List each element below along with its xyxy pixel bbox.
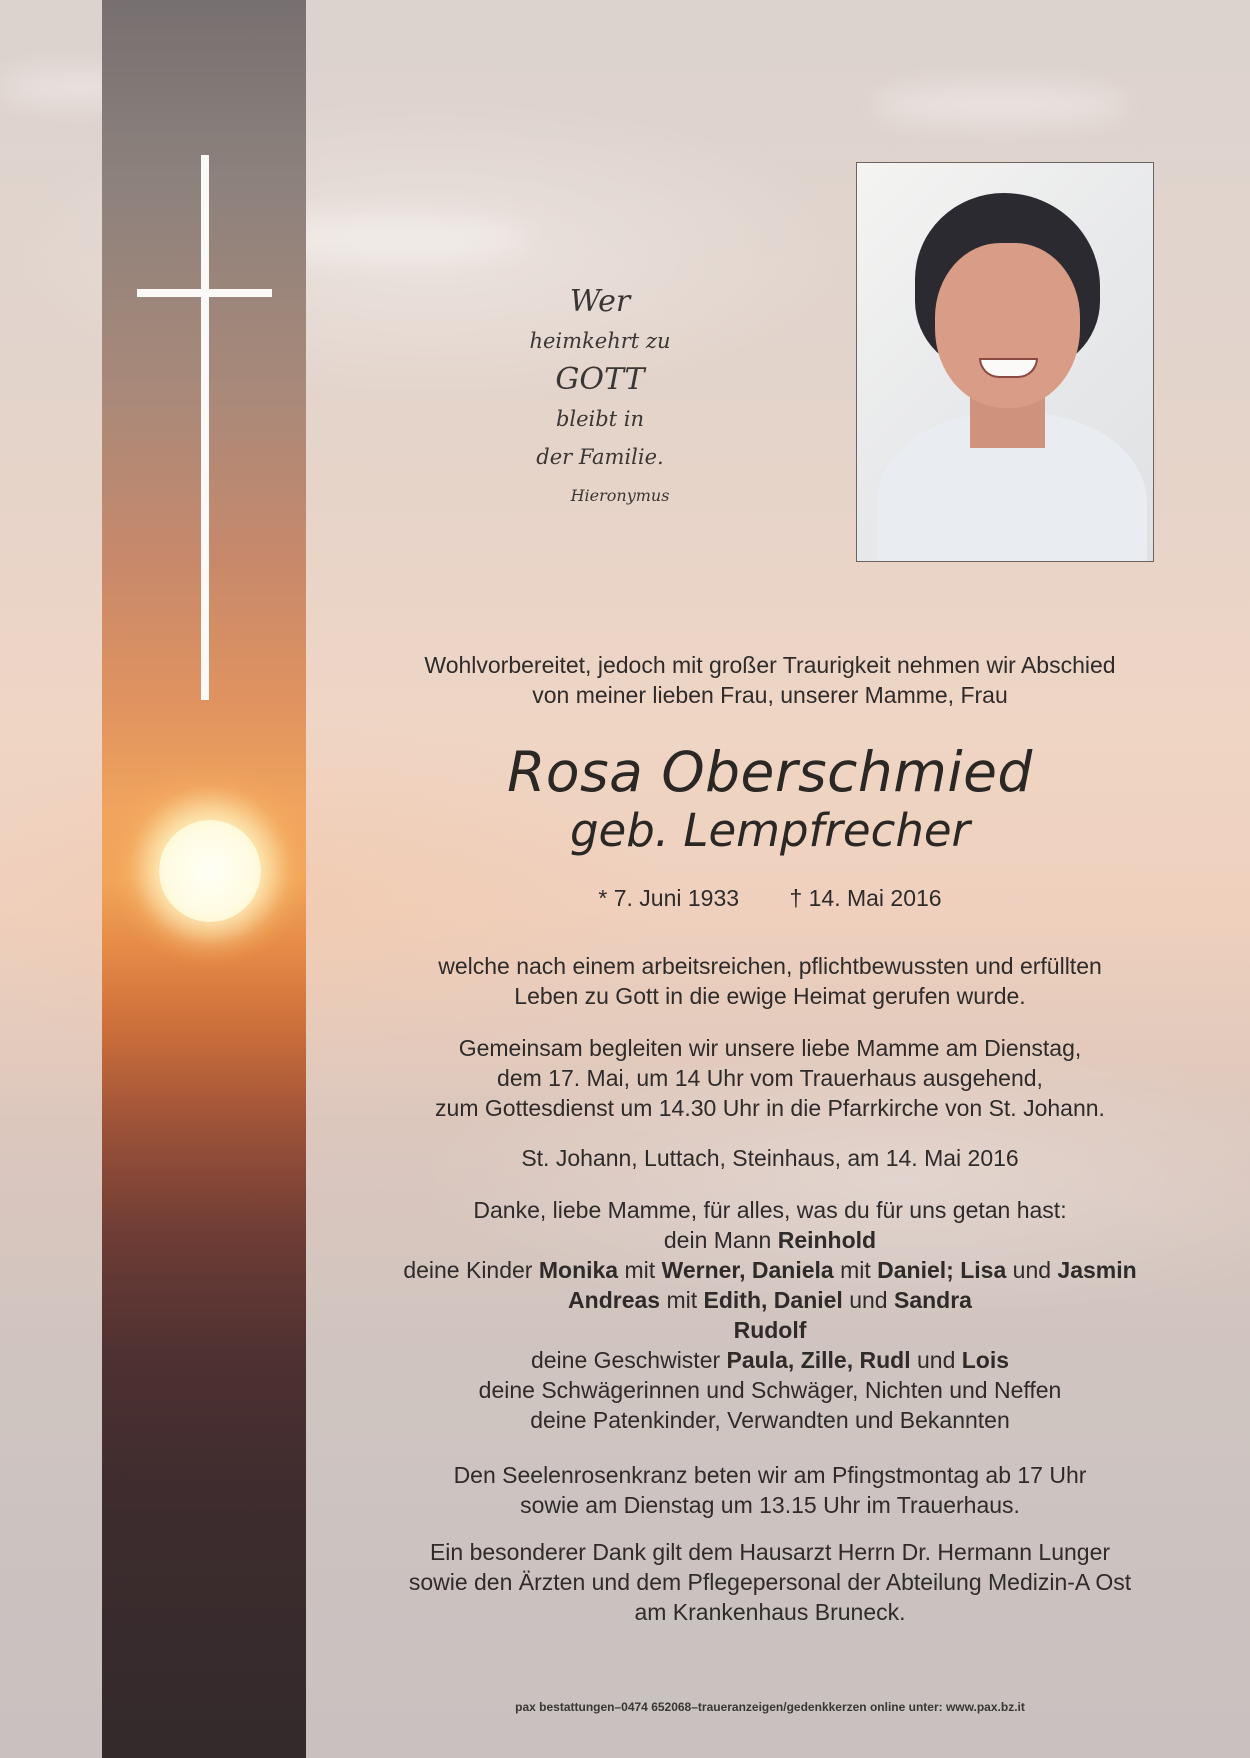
child-name: Rudolf bbox=[733, 1317, 807, 1343]
quote-line: bleibt in bbox=[555, 407, 645, 431]
husband-line bbox=[380, 1225, 1160, 1255]
text: mit bbox=[833, 1257, 878, 1283]
gratitude-line: Ein besonderer Dank gilt dem Hausarzt Herrn Dr. Hermann Lunger bbox=[429, 1539, 1111, 1565]
intro-line: Wohlvorbereitet, jedoch mit großer Traurigkeit nehmen wir Abschied bbox=[424, 652, 1116, 678]
maiden-name: geb. Lempfrecher bbox=[569, 804, 971, 857]
sibling-names: Paula, Zille, Rudl bbox=[726, 1347, 911, 1373]
text: mit bbox=[660, 1287, 704, 1313]
rosary-line: sowie am Dienstag um 13.15 Uhr im Trauerhaus. bbox=[520, 1492, 1020, 1518]
text: deine Geschwister bbox=[530, 1347, 727, 1373]
mourners bbox=[380, 1195, 1160, 1435]
text: mit bbox=[618, 1257, 662, 1283]
family-names: Werner, Daniela bbox=[661, 1257, 834, 1283]
quote-line: GOTT bbox=[555, 362, 645, 397]
quote bbox=[480, 282, 720, 506]
footer: pax bestattungen–0474 652068–traueranzeigen/gedenkkerzen online unter: www.pax.bz.it bbox=[515, 1700, 1025, 1714]
cross-icon bbox=[201, 155, 209, 700]
children-line bbox=[380, 1285, 1160, 1315]
text: deine Kinder bbox=[403, 1257, 539, 1283]
birth-date: * 7. Juni 1933 bbox=[598, 885, 740, 911]
life-text bbox=[380, 951, 1160, 1011]
text: und bbox=[1006, 1257, 1058, 1283]
rosary-text bbox=[380, 1460, 1160, 1520]
text: dein Mann bbox=[663, 1227, 778, 1253]
quote-line: der Familie. bbox=[536, 445, 664, 469]
place-date-line: St. Johann, Luttach, Steinhaus, am 14. Mai 2016 bbox=[521, 1145, 1019, 1171]
sibling-name: Lois bbox=[961, 1347, 1010, 1373]
family-names: Jasmin bbox=[1057, 1257, 1137, 1283]
gratitude-line: am Krankenhaus Bruneck. bbox=[634, 1599, 906, 1625]
siblings-line bbox=[380, 1345, 1160, 1375]
funeral-line: Gemeinsam begleiten wir unsere liebe Mamme am Dienstag, bbox=[458, 1035, 1082, 1061]
family-names: Edith, Daniel bbox=[703, 1287, 843, 1313]
quote-line: Wer bbox=[569, 284, 631, 319]
funeral-line: zum Gottesdienst um 14.30 Uhr in die Pfarrkirche von St. Johann. bbox=[435, 1095, 1105, 1121]
funeral-line: dem 17. Mai, um 14 Uhr vom Trauerhaus ausgehend, bbox=[497, 1065, 1043, 1091]
life-dates bbox=[380, 883, 1160, 913]
inlaws-line: deine Schwägerinnen und Schwäger, Nichten und Neffen bbox=[478, 1377, 1062, 1403]
quote-line: heimkehrt zu bbox=[529, 329, 671, 353]
life-line: Leben zu Gott in die ewige Heimat gerufen wurde. bbox=[514, 983, 1026, 1009]
cloud bbox=[870, 85, 1130, 125]
cross-icon-bar bbox=[137, 289, 272, 297]
others-line: deine Patenkinder, Verwandten und Bekannten bbox=[530, 1407, 1010, 1433]
quote-author: Hieronymus bbox=[570, 486, 670, 505]
portrait-photo bbox=[856, 162, 1154, 562]
gratitude-line: sowie den Ärzten und dem Pflegepersonal der Abteilung Medizin-A Ost bbox=[408, 1569, 1132, 1595]
gratitude-text bbox=[380, 1537, 1160, 1627]
life-line: welche nach einem arbeitsreichen, pflichtbewussten und erfüllten bbox=[438, 953, 1102, 979]
child-name: Monika bbox=[538, 1257, 619, 1283]
rosary-line: Den Seelenrosenkranz beten wir am Pfingstmontag ab 17 Uhr bbox=[453, 1462, 1087, 1488]
family-names: Sandra bbox=[893, 1287, 972, 1313]
funeral-text bbox=[380, 1033, 1160, 1123]
intro bbox=[380, 650, 1160, 710]
thanks-line: Danke, liebe Mamme, für alles, was du für uns getan hast: bbox=[473, 1197, 1067, 1223]
place-date bbox=[380, 1143, 1160, 1173]
family-names: Daniel; Lisa bbox=[877, 1257, 1007, 1283]
husband-name: Reinhold bbox=[777, 1227, 877, 1253]
sun bbox=[159, 820, 261, 922]
death-date: † 14. Mai 2016 bbox=[789, 885, 942, 911]
children-line bbox=[380, 1255, 1160, 1285]
deceased-name: Rosa Oberschmied bbox=[507, 740, 1033, 804]
child-name: Andreas bbox=[568, 1287, 661, 1313]
photo-face bbox=[935, 243, 1080, 408]
intro-line: von meiner lieben Frau, unserer Mamme, Frau bbox=[532, 682, 1008, 708]
text: und bbox=[910, 1347, 962, 1373]
text: und bbox=[842, 1287, 894, 1313]
deceased bbox=[380, 740, 1160, 858]
children-line bbox=[380, 1315, 1160, 1345]
